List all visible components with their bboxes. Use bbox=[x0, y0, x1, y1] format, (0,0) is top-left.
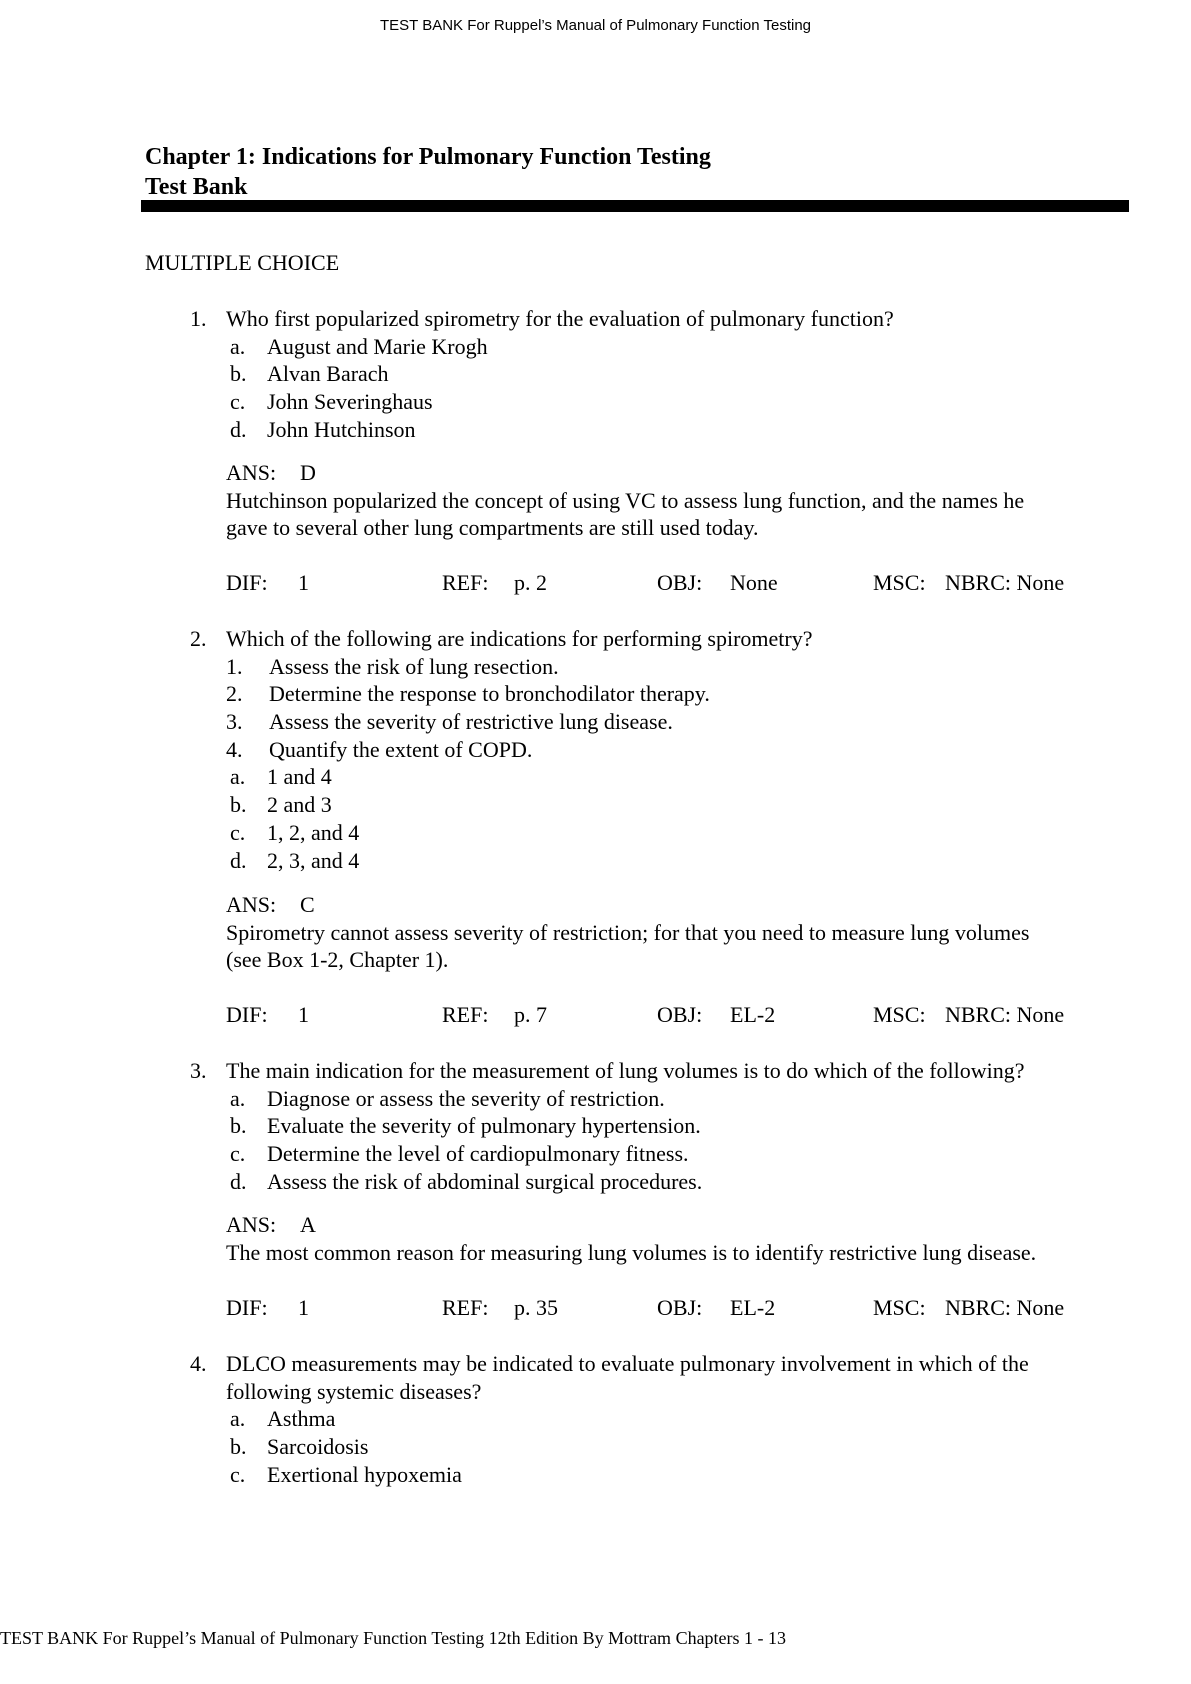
statement-number: 1. bbox=[226, 653, 243, 679]
question-text-part: measurements may be indicated to evaluate pulmonary involvement in which of the bbox=[285, 1351, 1029, 1376]
statement-2 bbox=[0, 680, 1191, 708]
option-letter: a. bbox=[230, 1406, 246, 1432]
answer-block-2 bbox=[226, 891, 1126, 974]
answer-line bbox=[226, 891, 1126, 919]
option-c bbox=[0, 819, 1191, 847]
option-a bbox=[0, 1405, 1191, 1433]
option-text: 2, 3, and 4 bbox=[267, 847, 360, 873]
statement-3 bbox=[0, 708, 1191, 736]
obj-value: None bbox=[730, 570, 778, 595]
statement-number: 3. bbox=[226, 709, 243, 735]
answer-line bbox=[226, 459, 1126, 487]
chapter-heading bbox=[145, 142, 711, 202]
question-text: Who first popularized spirometry for the evaluation of pulmonary function? bbox=[226, 306, 894, 331]
option-letter: a. bbox=[230, 1085, 246, 1111]
option-text: John Severinghaus bbox=[267, 389, 433, 415]
dif-value: 1 bbox=[298, 570, 309, 595]
dif-value: 1 bbox=[298, 1002, 309, 1027]
answer-value: C bbox=[300, 892, 315, 917]
option-a bbox=[0, 763, 1191, 791]
option-letter: c. bbox=[230, 1461, 246, 1487]
option-letter: a. bbox=[230, 764, 246, 790]
ref-value: p. 7 bbox=[514, 1002, 547, 1027]
dif-label: DIF: bbox=[226, 1295, 268, 1320]
obj-value: EL-2 bbox=[730, 1002, 776, 1027]
dif-label: DIF: bbox=[226, 1002, 268, 1027]
answer-label: ANS: bbox=[226, 1212, 277, 1237]
option-d bbox=[0, 847, 1191, 875]
answer-block-3 bbox=[226, 1211, 1126, 1266]
meta-row-3 bbox=[0, 1295, 1191, 1323]
question-text: The main indication for the measurement of lung volumes is to do which of the following? bbox=[226, 1058, 1025, 1083]
option-letter: d. bbox=[230, 847, 247, 873]
question-number: 2. bbox=[190, 626, 207, 651]
obj-value: EL-2 bbox=[730, 1295, 776, 1320]
option-b bbox=[0, 360, 1191, 388]
question-3 bbox=[0, 1057, 1191, 1195]
obj-label: OBJ: bbox=[657, 1295, 703, 1320]
option-letter: d. bbox=[230, 416, 247, 442]
option-text: 1 and 4 bbox=[267, 764, 332, 790]
meta-row-2 bbox=[0, 1002, 1191, 1030]
ref-label: REF: bbox=[442, 570, 489, 595]
question-4 bbox=[0, 1350, 1191, 1488]
option-d bbox=[0, 416, 1191, 444]
option-text: 2 and 3 bbox=[267, 792, 332, 818]
obj-label: OBJ: bbox=[657, 570, 703, 595]
heading-rule bbox=[141, 200, 1129, 212]
option-d bbox=[0, 1168, 1191, 1196]
option-letter: b. bbox=[230, 792, 247, 818]
obj-label: OBJ: bbox=[657, 1002, 703, 1027]
statement-text: Determine the response to bronchodilator therapy. bbox=[269, 681, 710, 707]
page-footer: TEST BANK For Ruppel’s Manual of Pulmonary Function Testing 12th Edition By Mottram Chapters 1 - 13 bbox=[0, 1628, 787, 1648]
ref-value: p. 35 bbox=[514, 1295, 558, 1320]
section-label: MULTIPLE CHOICE bbox=[145, 250, 340, 275]
option-b bbox=[0, 1433, 1191, 1461]
option-c bbox=[0, 1461, 1191, 1489]
rationale-line: Hutchinson popularized the concept of using VC to assess lung function, and the names he bbox=[226, 487, 1025, 513]
question-2 bbox=[0, 625, 1191, 874]
running-header: TEST BANK For Ruppel’s Manual of Pulmonary Function Testing bbox=[379, 17, 812, 34]
msc-label: MSC: bbox=[873, 570, 926, 595]
statement-text: Assess the risk of lung resection. bbox=[269, 653, 559, 679]
option-letter: b. bbox=[230, 1113, 247, 1139]
option-a bbox=[0, 333, 1191, 361]
dif-label: DIF: bbox=[226, 570, 268, 595]
option-b bbox=[0, 1112, 1191, 1140]
rationale-line: (see Box 1-2, Chapter 1). bbox=[226, 947, 449, 973]
option-text: Exertional hypoxemia bbox=[267, 1461, 462, 1487]
answer-value: A bbox=[300, 1212, 316, 1237]
option-text: 1, 2, and 4 bbox=[267, 819, 360, 845]
answer-label: ANS: bbox=[226, 460, 277, 485]
msc-label: MSC: bbox=[873, 1002, 926, 1027]
answer-block-1 bbox=[226, 459, 1126, 542]
option-letter: b. bbox=[230, 1434, 247, 1460]
rationale-line: gave to several other lung compartments are still used today. bbox=[226, 515, 759, 541]
chapter-subtitle: Test Bank bbox=[145, 174, 248, 200]
ref-label: REF: bbox=[442, 1295, 489, 1320]
statement-4 bbox=[0, 736, 1191, 764]
option-text: Sarcoidosis bbox=[267, 1434, 369, 1460]
option-letter: c. bbox=[230, 819, 246, 845]
option-a bbox=[0, 1085, 1191, 1113]
question-number: 4. bbox=[190, 1351, 207, 1376]
meta-row-1 bbox=[0, 570, 1191, 598]
option-text: Determine the level of cardiopulmonary fitness. bbox=[267, 1141, 689, 1167]
option-text: John Hutchinson bbox=[267, 416, 416, 442]
question-1 bbox=[0, 305, 1191, 443]
rationale-line: The most common reason for measuring lung volumes is to identify restrictive lung disease. bbox=[226, 1239, 1037, 1265]
question-text-continued: following systemic diseases? bbox=[226, 1378, 482, 1404]
option-text: Alvan Barach bbox=[267, 361, 389, 387]
statement-text: Assess the severity of restrictive lung disease. bbox=[269, 709, 673, 735]
option-b bbox=[0, 791, 1191, 819]
option-letter: c. bbox=[230, 1141, 246, 1167]
msc-value: NBRC: None bbox=[945, 1295, 1065, 1320]
question-number: 3. bbox=[190, 1058, 207, 1083]
chapter-title: Chapter 1: Indications for Pulmonary Function Testing bbox=[145, 144, 711, 170]
option-text: Diagnose or assess the severity of restriction. bbox=[267, 1085, 665, 1111]
statement-number: 2. bbox=[226, 681, 243, 707]
answer-line bbox=[226, 1211, 1126, 1239]
question-number: 1. bbox=[190, 306, 207, 331]
answer-value: D bbox=[300, 460, 316, 485]
option-letter: a. bbox=[230, 333, 246, 359]
option-text: August and Marie Krogh bbox=[267, 333, 488, 359]
option-c bbox=[0, 1140, 1191, 1168]
option-text: Assess the risk of abdominal surgical procedures. bbox=[267, 1168, 703, 1194]
statement-1 bbox=[0, 653, 1191, 681]
question-text bbox=[226, 1350, 1029, 1378]
statement-text: Quantify the extent of COPD. bbox=[269, 736, 533, 762]
option-letter: c. bbox=[230, 389, 246, 415]
msc-value: NBRC: None bbox=[945, 1002, 1065, 1027]
option-letter: d. bbox=[230, 1168, 247, 1194]
dif-value: 1 bbox=[298, 1295, 309, 1320]
rationale-line: Spirometry cannot assess severity of restriction; for that you need to measure lung volumes bbox=[226, 919, 1030, 945]
ref-label: REF: bbox=[442, 1002, 489, 1027]
option-letter: b. bbox=[230, 361, 247, 387]
question-text: Which of the following are indications for performing spirometry? bbox=[226, 626, 813, 651]
answer-label: ANS: bbox=[226, 892, 277, 917]
statement-number: 4. bbox=[226, 736, 243, 762]
option-c bbox=[0, 388, 1191, 416]
msc-value: NBRC: None bbox=[945, 570, 1065, 595]
option-text: Asthma bbox=[267, 1406, 336, 1432]
msc-label: MSC: bbox=[873, 1295, 926, 1320]
option-text: Evaluate the severity of pulmonary hypertension. bbox=[267, 1113, 701, 1139]
dlco-abbreviation: DLCO bbox=[226, 1351, 286, 1376]
ref-value: p. 2 bbox=[514, 570, 547, 595]
